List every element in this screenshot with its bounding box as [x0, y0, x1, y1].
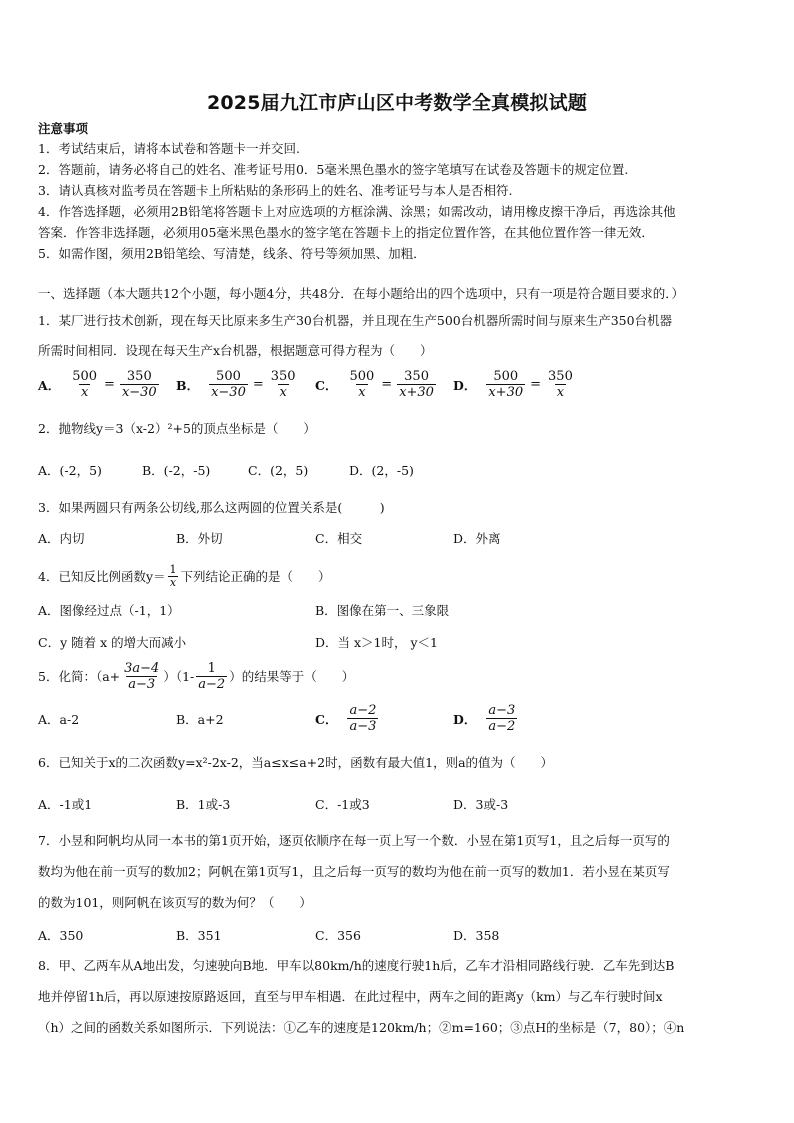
question-2-option-b: B．(-2，-5) — [142, 463, 211, 478]
question-7-stem: 数均为他在前一页写的数加2；阿帆在第1页写1，且之后每一页写的数均为他在前一页写的数加1．若小昱在某页写 — [38, 864, 670, 879]
question-3-option-a: A．内切 — [38, 531, 85, 546]
fraction: $\frac{350}{x}$ — [270, 369, 296, 400]
question-1-option-d — [453, 369, 577, 400]
equals-sign: = — [104, 377, 115, 392]
fraction: $\frac{3a-4}{a-3}$ — [124, 661, 160, 692]
question-5-stem — [38, 661, 354, 692]
equals-sign: = — [252, 377, 264, 392]
equals-sign: = — [530, 377, 542, 392]
question-5-option-c — [315, 703, 380, 734]
fraction: $\frac{350}{x+30}$ — [399, 369, 434, 400]
stem-text: 4．已知反比例函数y＝ — [38, 568, 166, 584]
notice-item: 1．考试结束后，请将本试卷和答题卡一并交回. — [38, 141, 300, 156]
question-1-option-b — [176, 369, 300, 400]
question-4-option-b: B．图像在第一、三象限 — [315, 603, 450, 618]
notice-item: 4．作答选择题，必须用2B铅笔将答题卡上对应选项的方框涂满、涂黑；如需改动，请用橡皮擦干净后，再选涂其他 — [38, 204, 676, 219]
question-7-option-a: A．350 — [38, 928, 84, 943]
stem-text: 下列结论正确的是（ ） — [180, 568, 331, 584]
question-7-stem: 7．小昱和阿帆均从同一本书的第1页开始，逐页依顺序在每一页上写一个数．小昱在第1页写1，且之后每一页写的 — [38, 833, 670, 848]
question-6-option-c: C．-1或3 — [315, 797, 370, 812]
notice-item: 2．答题前，请务必将自己的姓名、准考证号用0．5毫米黑色墨水的签字笔填写在试卷及答题卡的规定位置. — [38, 162, 629, 177]
option-label: B． — [176, 377, 200, 393]
option-label: C． — [315, 711, 338, 727]
question-7-stem: 的数为101，则阿帆在该页写的数为何？（ ） — [38, 895, 312, 910]
question-1-stem: 1．某厂进行技术创新，现在每天比原来多生产30台机器，并且现在生产500台机器所需时间与原来生产350台机器 — [38, 313, 673, 328]
question-1-option-c — [315, 369, 438, 400]
question-8-stem: （h）之间的函数关系如图所示．下列说法：①乙车的速度是120km/h；②m=160；③点H的坐标是（7，80）；④n — [38, 1020, 685, 1035]
question-2-stem: 2．抛物线y＝3（x-2）²+5的顶点坐标是（ ） — [38, 421, 316, 436]
question-3-option-c: C．相交 — [315, 531, 363, 546]
page-title: 2025届九江市庐山区中考数学全真模拟试题 — [206, 92, 588, 114]
option-label: D． — [453, 377, 477, 393]
fraction: $\frac{a-3}{a-2}$ — [488, 703, 516, 734]
stem-text: ）（1- — [163, 668, 195, 684]
stem-text: ）的结果等于（ ） — [229, 668, 355, 684]
fraction: $\frac{a-2}{a-3}$ — [349, 703, 377, 734]
fraction: $\frac{350}{x-30}$ — [121, 369, 157, 400]
option-label: D． — [453, 711, 477, 727]
question-6-option-b: B．1或-3 — [176, 797, 231, 812]
question-4-stem — [38, 564, 331, 589]
notice-item: 答案．作答非选择题，必须用05毫米黑色墨水的签字笔在答题卡上的指定位置作答，在其他位置作答一律无效． — [38, 225, 654, 240]
question-3-stem: 3．如果两圆只有两条公切线,那么这两圆的位置关系是( ) — [38, 500, 385, 515]
notice-heading: 注意事项 — [38, 121, 89, 136]
question-3-option-d: D．外离 — [453, 531, 501, 546]
question-8-stem: 地并停留1h后，再以原速按原路返回，直至与甲车相遇．在此过程中，两车之间的距离y（km）与乙车行驶时间x — [38, 989, 663, 1004]
question-4-option-d: D．当 x＞1时， y＜1 — [315, 635, 438, 650]
question-1-stem: 所需时间相同．设现在每天生产x台机器，根据题意可得方程为（ ） — [38, 343, 433, 358]
question-2-option-d: D．(2，-5) — [349, 463, 414, 478]
question-6-option-d: D．3或-3 — [453, 797, 509, 812]
question-4-option-a: A．图像经过点（-1，1） — [38, 603, 180, 618]
fraction: $\frac{500}{x}$ — [72, 369, 98, 400]
question-2-option-c: C．(2，5) — [248, 463, 309, 478]
stem-text: 5．化简：（a+ — [38, 668, 121, 684]
question-4-option-c: C．y 随着 x 的增大而减小 — [38, 635, 187, 650]
option-label: A． — [38, 377, 61, 393]
question-2-option-a: A．(-2，5) — [38, 463, 102, 478]
question-5-option-d — [453, 703, 519, 734]
notice-item: 5．如需作图，须用2B铅笔绘、写清楚，线条、符号等须加黑、加粗． — [38, 246, 426, 261]
question-7-option-b: B．351 — [176, 928, 222, 943]
section-heading: 一、选择题（本大题共12个小题，每小题4分，共48分．在每小题给出的四个选项中，只有一项是符合题目要求的．） — [38, 286, 685, 301]
notice-item: 3．请认真核对监考员在答题卡上所粘贴的条形码上的姓名、准考证号与本人是否相符. — [38, 183, 513, 198]
question-7-option-c: C．356 — [315, 928, 361, 943]
question-1-option-a — [38, 369, 161, 400]
fraction: $\frac{500}{x}$ — [349, 369, 375, 400]
equals-sign: = — [381, 377, 393, 392]
question-6-stem: 6．已知关于x的二次函数y=x²-2x-2，当a≤x≤a+2时，函数有最大值1，则a的值为（ ） — [38, 755, 554, 770]
fraction: $\frac{1}{x}$ — [169, 563, 177, 589]
fraction: $\frac{350}{x}$ — [548, 369, 573, 400]
question-8-stem: 8．甲、乙两车从A地出发，匀速驶向B地．甲车以80km/h的速度行驶1h后，乙车才沿相同路线行驶．乙车先到达B — [38, 958, 675, 973]
question-6-option-a: A．-1或1 — [38, 797, 93, 812]
question-5-option-b: B．a+2 — [176, 712, 224, 727]
fraction: $\frac{1}{a-2}$ — [198, 661, 226, 692]
fraction: $\frac{500}{x-30}$ — [211, 369, 246, 400]
question-7-option-d: D．358 — [453, 928, 500, 943]
question-3-option-b: B．外切 — [176, 531, 223, 546]
fraction: $\frac{500}{x+30}$ — [488, 369, 524, 400]
question-5-option-a: A．a-2 — [38, 712, 80, 727]
option-label: C． — [315, 377, 338, 393]
